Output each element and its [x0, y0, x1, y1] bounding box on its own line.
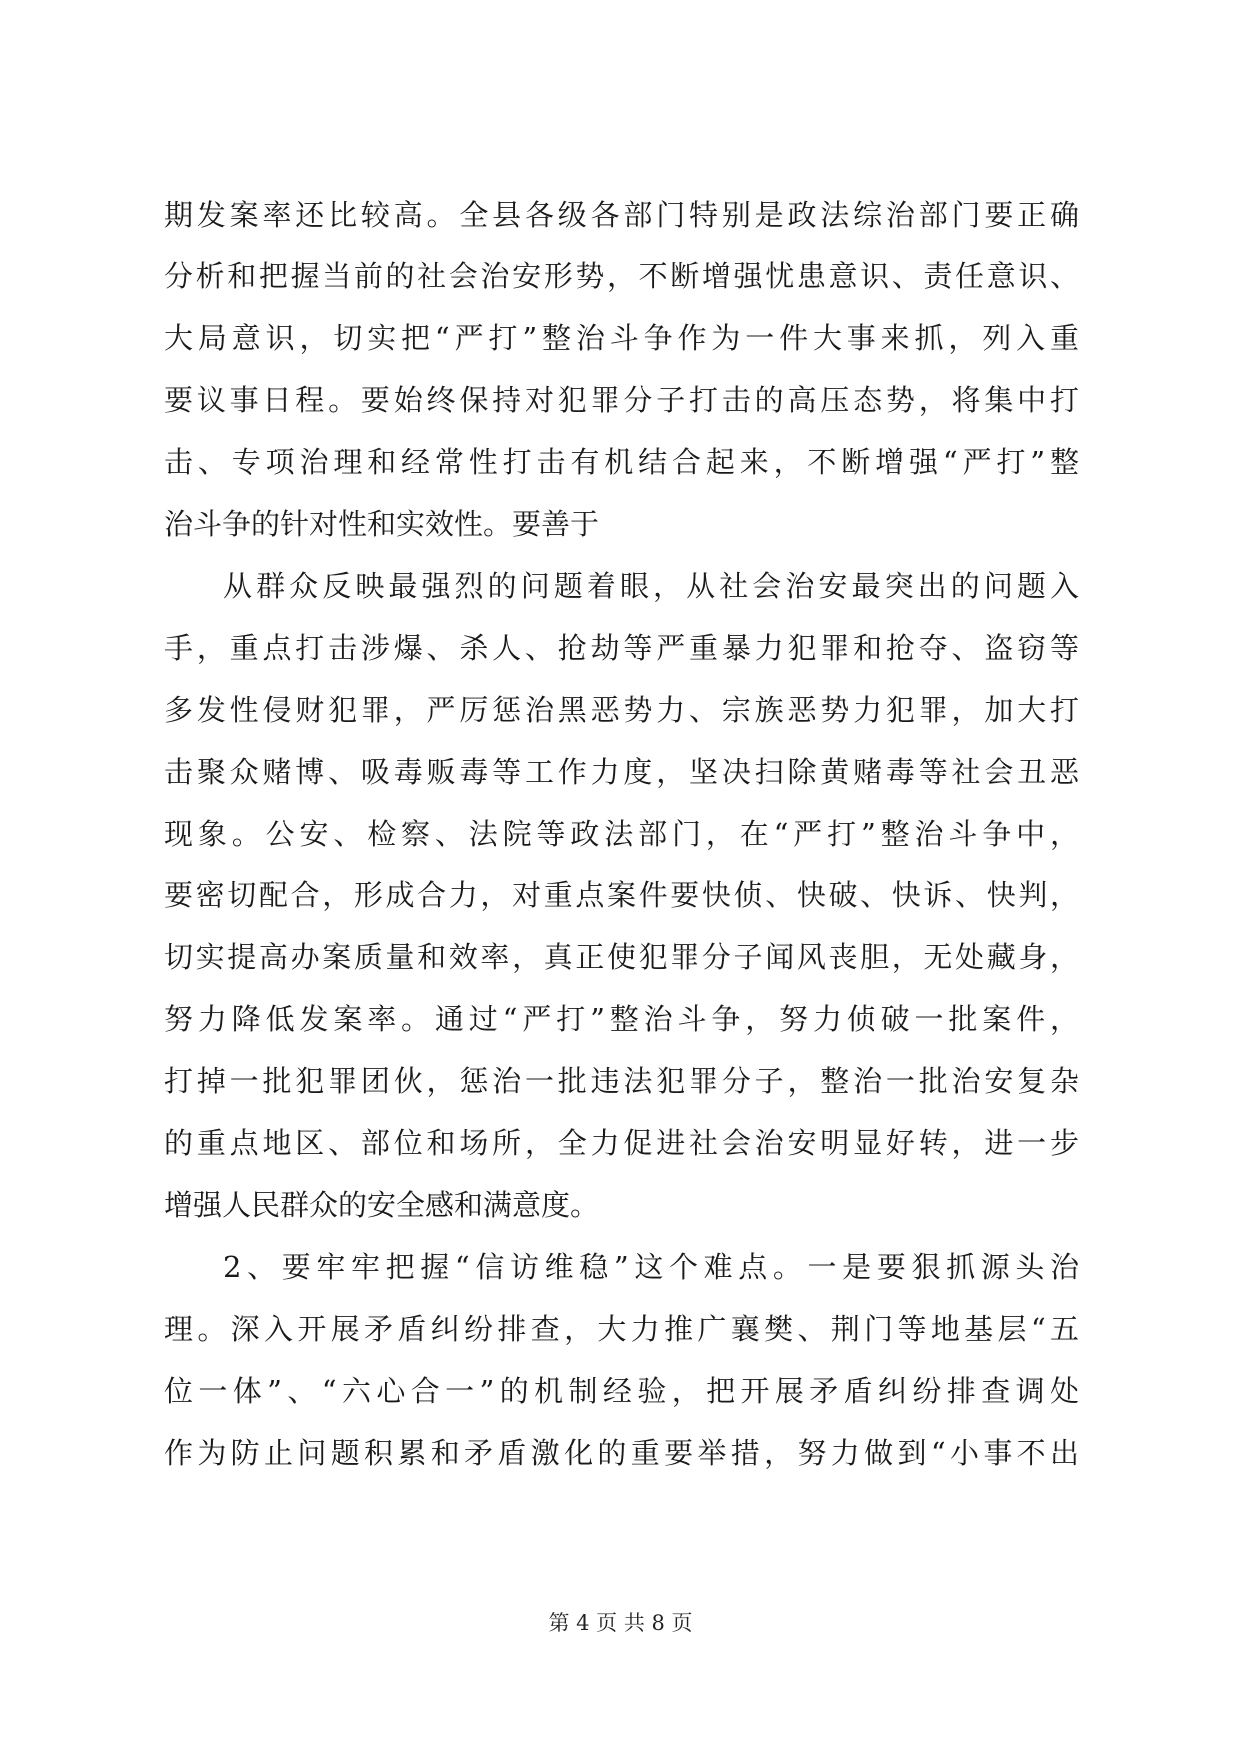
page-number-footer: 第 4 页 共 8 页 [548, 1611, 693, 1635]
body-text-line: 的重点地区、部位和场所，全力促进社会治安明显好转，进一步 [164, 1126, 1079, 1160]
body-text-line: 大局意识，切实把“严打”整治斗争作为一件大事来抓，列入重 [164, 321, 1079, 355]
body-text-line: 击、专项治理和经常性打击有机结合起来，不断增强“严打”整 [164, 445, 1079, 479]
paragraph-first-line: 2、要牢牢把握“信访维稳”这个难点。一是要狠抓源头治 [223, 1250, 1079, 1284]
body-text-line: 作为防止问题积累和矛盾激化的重要举措，努力做到“小事不出 [164, 1436, 1079, 1470]
body-text-line: 治斗争的针对性和实效性。要善于 [164, 507, 600, 541]
body-text-line: 现象。公安、检察、法院等政法部门，在“严打”整治斗争中， [164, 817, 1079, 851]
body-text-line: 理。深入开展矛盾纠纷排查，大力推广襄樊、荆门等地基层“五 [164, 1312, 1079, 1346]
body-text-line: 增强人民群众的安全感和满意度。 [164, 1188, 600, 1222]
paragraph-first-line: 从群众反映最强烈的问题着眼，从社会治安最突出的问题入 [223, 569, 1079, 603]
body-text-line: 努力降低发案率。通过“严打”整治斗争，努力侦破一批案件， [164, 1002, 1079, 1036]
body-text-line: 分析和把握当前的社会治安形势，不断增强忧患意识、责任意识、 [164, 259, 1079, 293]
body-text-line: 打掉一批犯罪团伙，惩治一批违法犯罪分子，整治一批治安复杂 [164, 1064, 1079, 1098]
body-text-line: 位一体”、“六心合一”的机制经验，把开展矛盾纠纷排查调处 [164, 1374, 1079, 1408]
body-text-line: 手，重点打击涉爆、杀人、抢劫等严重暴力犯罪和抢夺、盗窃等 [164, 631, 1079, 665]
body-text-line: 击聚众赌博、吸毒贩毒等工作力度，坚决扫除黄赌毒等社会丑恶 [164, 755, 1079, 789]
body-text-line: 多发性侵财犯罪，严厉惩治黑恶势力、宗族恶势力犯罪，加大打 [164, 693, 1079, 727]
body-text-line: 要密切配合，形成合力，对重点案件要快侦、快破、快诉、快判， [164, 878, 1079, 912]
body-text-line: 期发案率还比较高。全县各级各部门特别是政法综治部门要正确 [164, 198, 1079, 232]
body-text-line: 要议事日程。要始终保持对犯罪分子打击的高压态势，将集中打 [164, 383, 1079, 417]
body-text-line: 切实提高办案质量和效率，真正使犯罪分子闻风丧胆，无处藏身， [164, 940, 1079, 974]
